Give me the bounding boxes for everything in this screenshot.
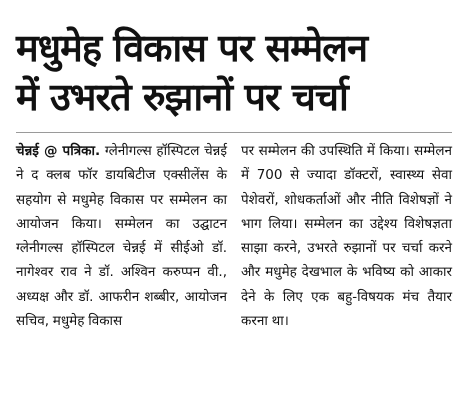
article-column-1 [16,139,227,333]
headline-line-2: में उभरते रुझानों पर चर्चा [16,75,348,119]
article-body [16,139,452,333]
column-2-body: पर सम्मेलन की उपस्थिति में किया। सम्मेलन में 700 से ज्यादा डॉक्टरों, स्वास्थ्य सेवा पेशेवरों, शोधकर्ताओं और नीति विशेषज्ञों ने भाग लिया। सम्मेलन का उद्देश्य विशेषज्ञता साझा करने, उभरते रुझानों पर चर्चा करने और मधुमेह देखभाल के भविष्य को आकार देने के लिए एक बहु-विषयक मंच तैयार करना था। [241,143,452,330]
dateline: चेन्नई @ पत्रिका. [16,143,101,159]
headline-line-1: मधुमेह विकास पर सम्मेलन [16,26,368,70]
headline-divider [16,132,452,133]
headline [16,24,452,122]
column-1-body: ग्लेनीगल्स हॉस्पिटल चेन्नई ने द क्लब फॉर डायबिटीज एक्सीलेंस के सहयोग से मधुमेह विकास पर सम्मेलन का आयोजन किया। सम्मेलन का उद्घाटन ग्लेनीगल्स हॉस्पिटल चेन्नई में सीईओ डॉ. नागेश्वर राव ने डॉ. अश्विन करुप्पन वी., अध्यक्ष और डॉ. आफरीन शब्बीर, आयोजन सचिव, मधुमेह विकास [16,143,228,330]
article-column-2 [241,139,452,333]
column-1-text [16,139,227,333]
